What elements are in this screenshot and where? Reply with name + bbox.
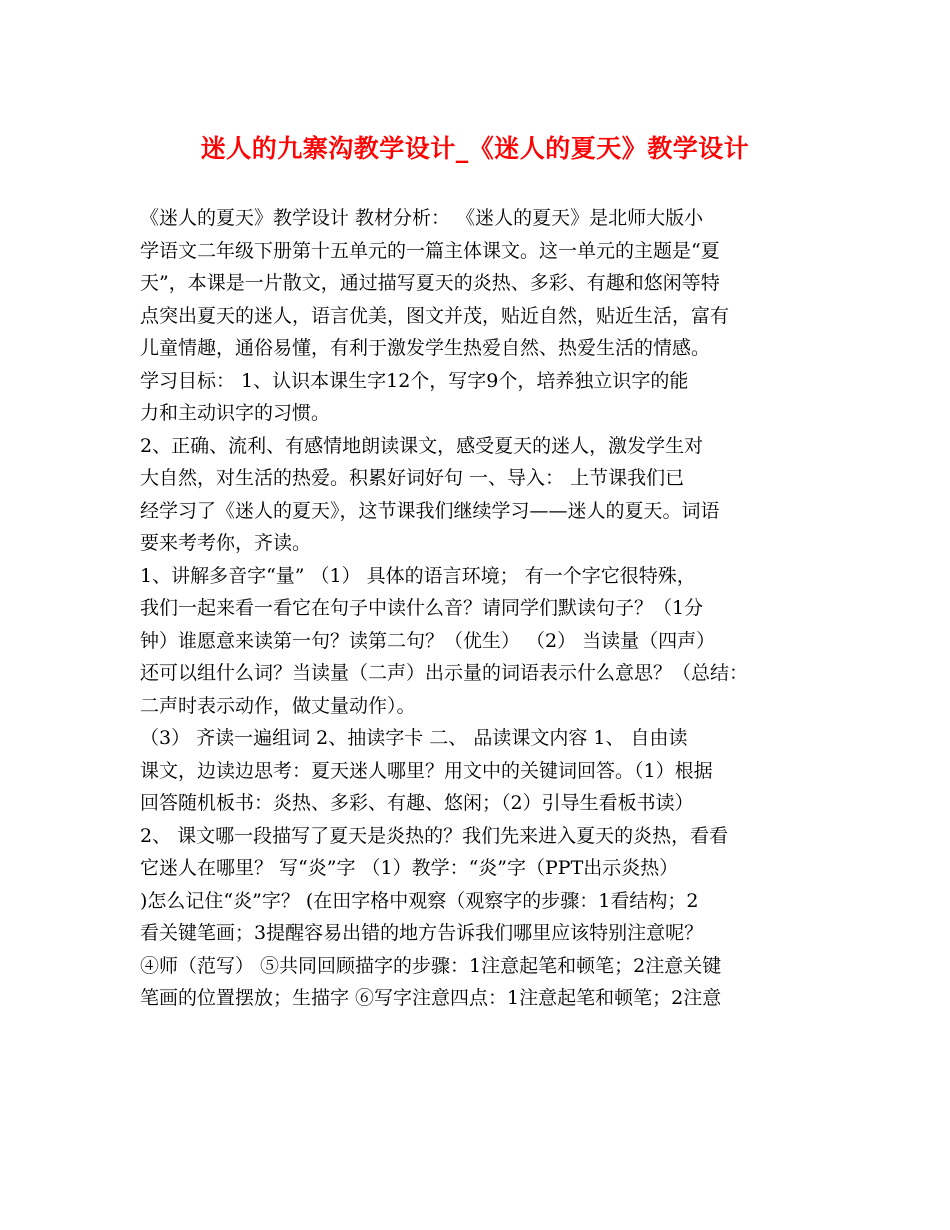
body-line: 学习目标： 1、认识本课生字12个，写字9个，培养独立识字的能 bbox=[140, 369, 689, 392]
body-line: 《迷人的夏天》教学设计 教材分析： 《迷人的夏天》是北师大版小 bbox=[140, 207, 704, 229]
document-body bbox=[140, 202, 825, 1015]
body-line: 回答随机板书：炎热、多彩、有趣、悠闲；（2）引导生看板书读） bbox=[140, 792, 694, 814]
body-line: )怎么记住“炎”字？ (在田字格中观察（观察字的步骤：1看结构；2 bbox=[140, 889, 699, 912]
body-line: 2、正确、流利、有感情地朗读课文，感受夏天的迷人，激发学生对 bbox=[140, 434, 704, 457]
body-line: 二声时表示动作，做丈量动作）。 bbox=[140, 694, 416, 717]
body-line: 看关键笔画；3提醒容易出错的地方告诉我们哪里应该特别注意呢？ bbox=[140, 922, 704, 944]
body-line: 儿童情趣，通俗易懂，有利于激发学生热爱自然、热爱生活的情感。 bbox=[140, 337, 711, 359]
body-line: 2、 课文哪一段描写了夏天是炎热的？我们先来进入夏天的炎热，看看 bbox=[140, 824, 729, 847]
body-line: 钟）谁愿意来读第一句？读第二句？（优生） （2） 当读量（四声） bbox=[140, 629, 716, 652]
body-line: 还可以组什么词？当读量（二声）出示量的词语表示什么意思？（总结： bbox=[140, 662, 749, 684]
body-line: 学语文二年级下册第十五单元的一篇主体课文。这一单元的主题是“夏 bbox=[140, 239, 720, 262]
body-line: 力和主动识字的习惯。 bbox=[140, 402, 331, 424]
body-line: ④师（范写） ⑤共同回顾描字的步骤：1注意起笔和顿笔；2注意关键 bbox=[140, 954, 722, 977]
body-line: （3） 齐读一遍组词 2、抽读字卡 二、 品读课文内容 1、 自由读 bbox=[140, 727, 688, 749]
body-line: 天”，本课是一片散文，通过描写夏天的炎热、多彩、有趣和悠闲等特 bbox=[140, 272, 720, 294]
document-title: 迷人的九寨沟教学设计_《迷人的夏天》教学设计 bbox=[200, 134, 750, 163]
body-line: 点突出夏天的迷人，语言优美，图文并茂，贴近自然，贴近生活，富有 bbox=[140, 304, 730, 327]
body-line: 课文，边读边思考：夏天迷人哪里？用文中的关键词回答。（1）根据 bbox=[140, 759, 713, 782]
body-line: 笔画的位置摆放；生描字 ⑥写字注意四点：1注意起笔和顿笔；2注意 bbox=[140, 987, 722, 1009]
body-line: 我们一起来看一看它在句子中读什么音？请同学们默读句子？（1分 bbox=[140, 597, 704, 619]
body-line: 要来考考你，齐读。 bbox=[140, 532, 312, 554]
body-line: 经学习了《迷人的夏天》，这节课我们继续学习——迷人的夏天。词语 bbox=[140, 499, 720, 522]
body-line: 大自然，对生活的热爱。积累好词好句 一、导入： 上节课我们已 bbox=[140, 467, 685, 489]
body-line: 它迷人在哪里？ 写“炎”字 （1）教学：“炎”字（PPT出示炎热） bbox=[140, 857, 679, 879]
body-line: 1、讲解多音字“量” （1） 具体的语言环境； 有一个字它很特殊， bbox=[140, 564, 696, 587]
